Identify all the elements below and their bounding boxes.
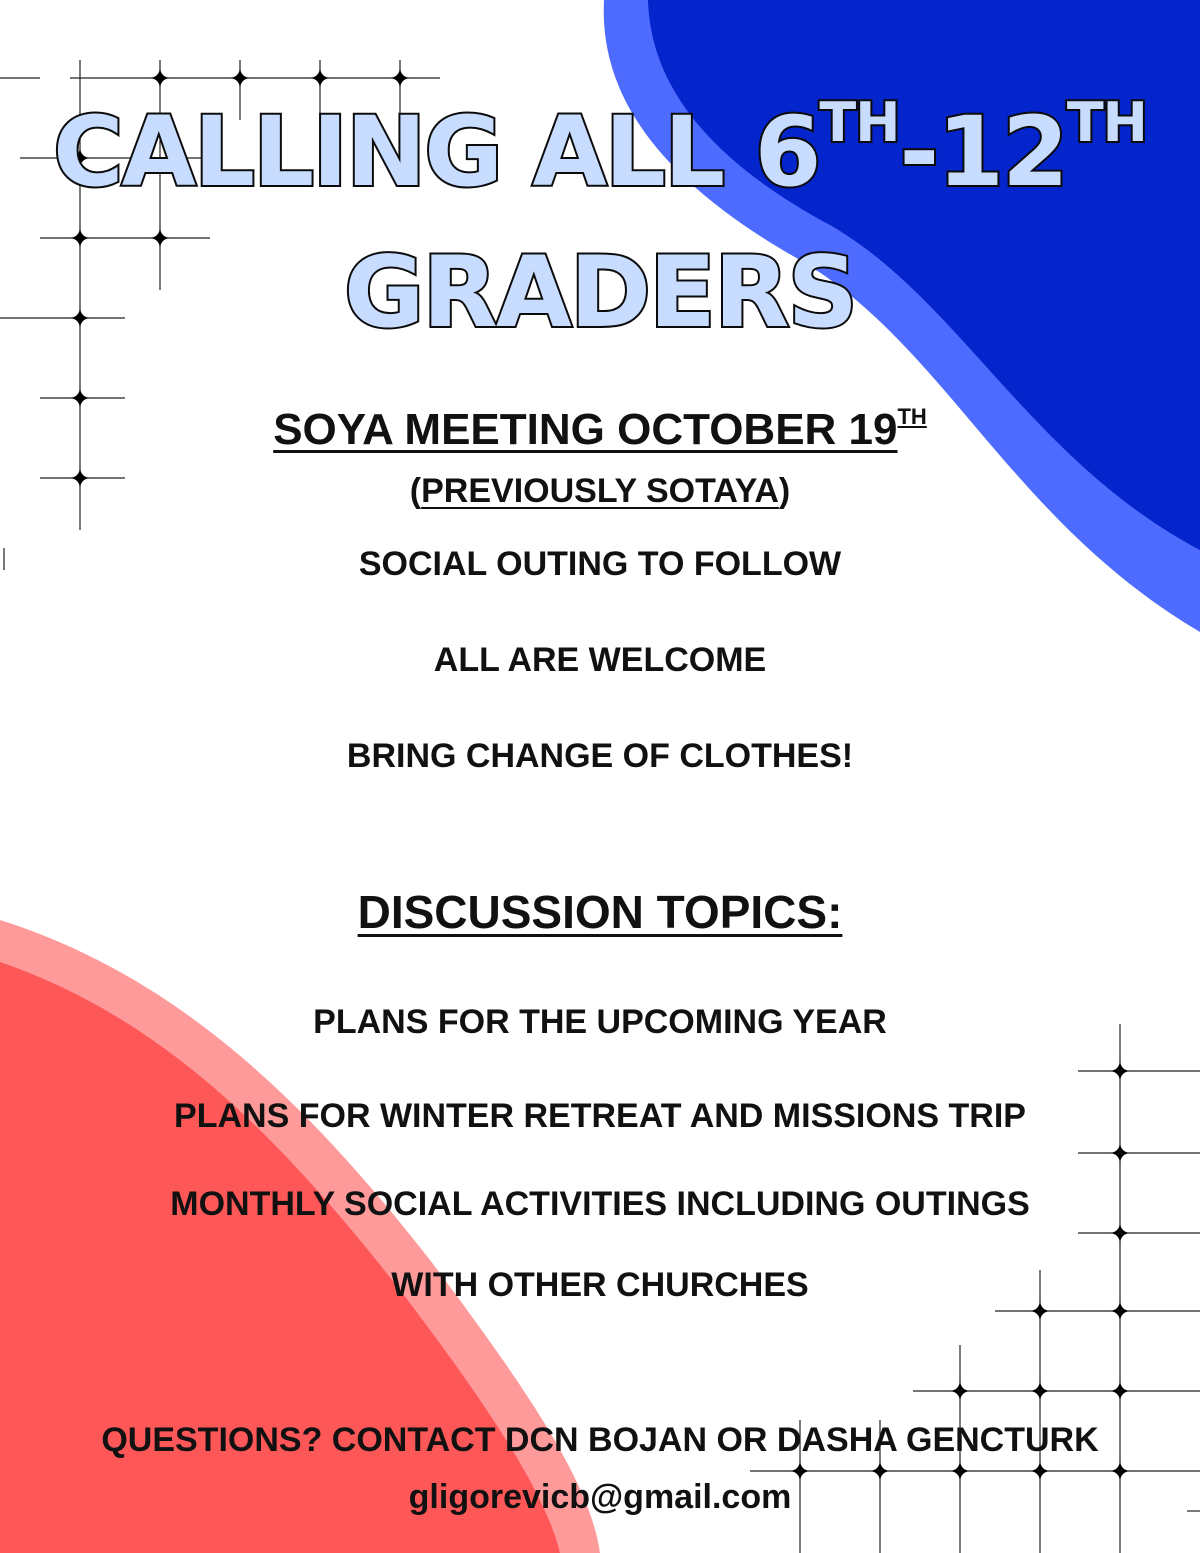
headline-grade-mid: -12: [899, 96, 1067, 208]
previous-name: [0, 474, 1200, 508]
note-all-welcome: ALL ARE WELCOME: [433, 641, 767, 679]
headline-line-2: GRADERS: [343, 236, 857, 350]
headline-sup-1: TH: [819, 91, 900, 154]
headline-line-1: [0, 91, 1200, 208]
contact-line: QUESTIONS? CONTACT DCN BOJAN OR DASHA GENCTURK: [101, 1421, 1099, 1459]
headline-sup-2: TH: [1066, 91, 1147, 154]
topic-other-churches: WITH OTHER CHURCHES: [391, 1266, 809, 1304]
note-bring-clothes: BRING CHANGE OF CLOTHES!: [346, 737, 854, 775]
previous-name-text: PREVIOUSLY SOTAYA: [421, 472, 779, 510]
discussion-heading: DISCUSSION TOPICS:: [357, 886, 843, 938]
meeting-title-sup: TH: [897, 404, 927, 429]
topic-winter-retreat: PLANS FOR WINTER RETREAT AND MISSIONS TRIP: [174, 1097, 1026, 1135]
meeting-title-text: SOYA MEETING OCTOBER 19: [273, 405, 898, 454]
headline-grade-prefix: CALLING ALL 6: [53, 96, 820, 208]
note-social-outing: SOCIAL OUTING TO FOLLOW: [358, 545, 842, 583]
previous-name-close: ): [778, 472, 791, 510]
meeting-title: [0, 406, 1200, 452]
red-blob-inner: [0, 962, 560, 1553]
topic-upcoming-year: PLANS FOR THE UPCOMING YEAR: [313, 1003, 887, 1041]
contact-email[interactable]: gligorevicb@gmail.com: [408, 1478, 792, 1516]
topic-monthly-activities: MONTHLY SOCIAL ACTIVITIES INCLUDING OUTINGS: [170, 1185, 1030, 1223]
previous-name-open: (: [409, 472, 422, 510]
